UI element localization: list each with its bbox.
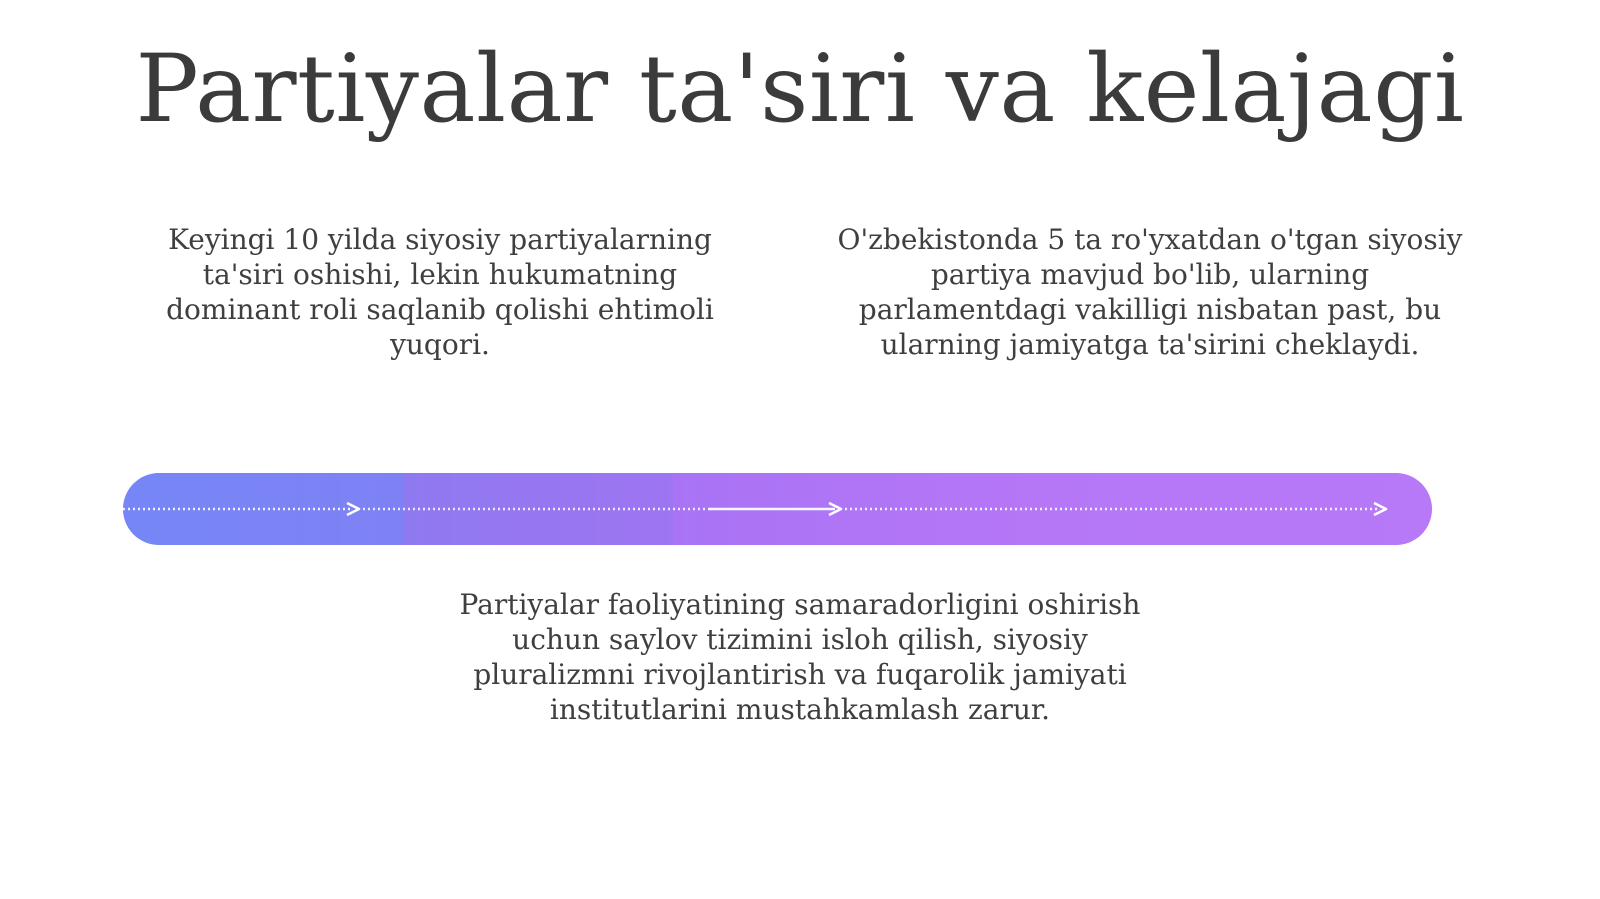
text-block-bottom: Partiyalar faoliyatining samaradorligini oshirish uchun saylov tizimini isloh qilish, siyosiy pluralizmni rivojlantirish va fuqarolik jamiyati institutlarini mustahkamlash zarur. xyxy=(459,588,1141,726)
slide-title: Partiyalar ta'siri va kelajagi xyxy=(135,35,1465,144)
timeline-arrows xyxy=(123,473,1432,545)
text-block-right: O'zbekistonda 5 ta ro'yxatdan o'tgan siyosiy partiya mavjud bo'lib, ularning parlamentdagi vakilligi nisbatan past, bu ularning jamiyatga ta'sirini cheklaydi. xyxy=(837,223,1463,361)
text-block-left: Keyingi 10 yilda siyosiy partiyalarning ta'siri oshishi, lekin hukumatning dominant roli saqlanib qolishi ehtimoli yuqori. xyxy=(166,223,714,361)
timeline-bar xyxy=(123,473,1432,545)
